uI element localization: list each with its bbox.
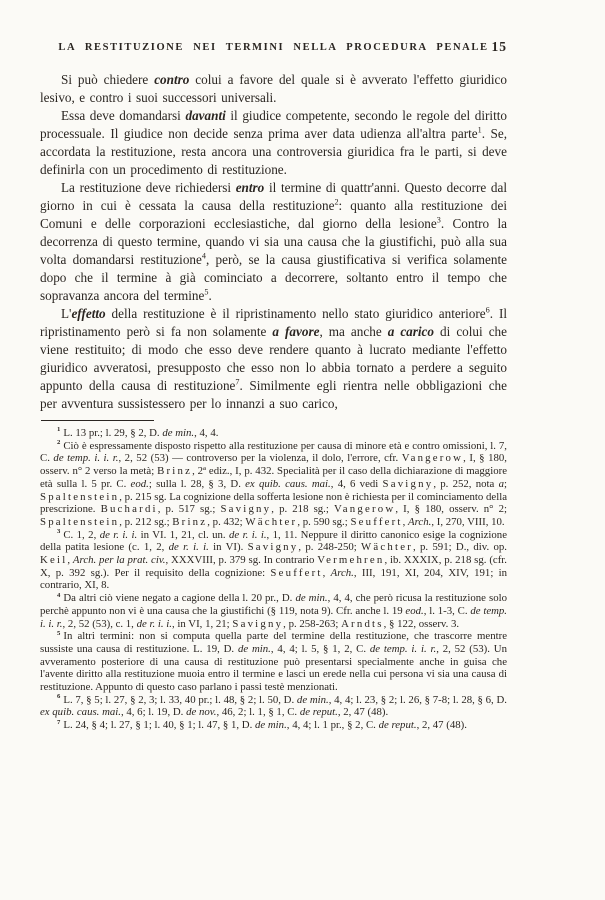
footnote-marker: 1: [57, 426, 61, 434]
footnote-text: L. 24, § 4; l. 27, § 1; l. 40, § 1; l. 47, § 1, D. de min., 4, 4; l. 1 pr., § 2, C. de reput., 2, 47 (48).: [63, 719, 467, 732]
footnote-3: [40, 529, 507, 593]
page-content: [40, 39, 508, 732]
paragraph-2: Essa deve domandarsi davanti il giudice competente, secondo le regole del diritto processuale. Il giudice non decide senza prima aver data udienza all'altra parte$^1$. Se, accordata la restituzione, resta ancora una controversia giuridica fra le parti, si deve definirla con un procedimento di restituzione.: [40, 108, 508, 177]
paragraph-1: Si può chiedere contro colui a favore del quale si è avverato l'effetto giuridico lesivo, e contro i suoi successori universali.: [40, 72, 507, 105]
footnote-4: [40, 592, 507, 630]
body-text: [40, 71, 507, 413]
footnote-text: L. 7, § 5; l. 27, § 2, 3; l. 33, 40 pr.; l. 48, § 2; l. 50, D. de min., 4, 4; l. 23, § 2; l. 26, § 7-8; l. 28, § 6, D. ex quib. caus. mai., 4, 6; l. 19, D. de nov., 46, 2; l. 1, § 1, C. de reput., 2, 47 (48).: [40, 693, 507, 719]
footnote-1: [40, 427, 507, 440]
footnote-6: [40, 694, 507, 719]
footnote-marker: 2: [57, 439, 61, 447]
footnote-7: [40, 719, 507, 732]
footnote-marker: 4: [57, 591, 61, 599]
paragraph-4: L'effetto della restituzione è il ripristinamento nello stato giuridico anteriore$^6$. Il ripristinamento però si fa non solamente a favore, ma anche a carico di colui che viene restituito; di modo che esso deve rendere quanto à lucrato mediante l'effetto giuridico avveratosi, presupposto che esso non lo abbia tornato a perdere a seguito appunto della causa di restituzione$^7$. Similmente egli rientra nelle obbligazioni che per avventura sussistessero per lo innanzi a suo carico,: [40, 305, 508, 411]
footnote-marker: 6: [57, 693, 61, 701]
footnote-text: In altri termini: non si computa quella parte del termine della restituzione, che trascorre mentre sussiste una causa di restituzione. L. 19, D. de min., 4, 4; l. 5, § 1, 2, C. de temp. i. i. r., 2, 52 (53). Un avveramento posteriore di una causa di restituzione può presentarsi specialmente anche in guisa che l'avente diritto alla restituzione muoia entro il termine e lasci un erede nella cui persona vi sia una causa di restituzione. Appunto di questo caso parlano i passi testè menzionati.: [40, 630, 507, 694]
footnote-marker: 5: [57, 629, 61, 637]
footnote-2: [40, 440, 507, 529]
footnote-marker: 3: [57, 528, 61, 536]
running-title: LA RESTITUZIONE NEI TERMINI NELLA PROCEDURA PENALE: [58, 42, 489, 53]
footnote-text: Ciò è espressamente disposto rispetto alla restituzione per causa di minore età e contro omissioni, l. 7, C. de temp. i. i. r., 2, 52 (53) — controverso per la violenza, il dolo, l'errore, cfr. Vangerow, I, § 180, osserv. n° 2 verso la metà; Brinz, 2ª ediz., I, p. 432. Specialità per il caso della dichiarazione di maggiore età sulla l. 5 pr. C. eod.; sulla l. 28, § 3, D. ex quib. caus. mai., 4, 6 vedi Savigny, p. 252, nota a; Spaltenstein, p. 215 sg. La cognizione della sofferta lesione non è richiesta per il cominciamento della prescrizione. Buchardi, p. 517 sg.; Savigny, p. 218 sg.; Vangerow, I, § 180, osserv. n° 2; Spaltenstein, p. 212 sg.; Brinz, p. 432; Wächter, p. 590 sg.; Seuffert, Arch., I, 270, VIII, 10.: [40, 439, 507, 528]
footnote-text: C. 1, 2, de r. i. i. in VI. 1, 21, cl. un. de r. i. i., 1, 11. Neppure il diritto canonico esige la cognizione della patita lesione (c. 1, 2, de r. i. i. in VI). Savigny, p. 248-250; Wächter, p. 591; D., div. op. Keil, Arch. per la prat. civ., XXXVIII, p. 379 sg. In contrario Vermehren, ib. XXXIX, p. 218 sg. (cfr. X, p. 392 sg.). Per il requisito della cognizione: Seuffert, Arch., III, 191, XI, 204, XIV, 191; in contrario, XI, 8.: [40, 528, 507, 592]
footnote-separator: [41, 420, 154, 421]
footnotes: [40, 427, 507, 732]
footnote-5: [40, 630, 507, 694]
page-number: 15: [491, 39, 507, 54]
footnote-text: L. 13 pr.; l. 29, § 2, D. de min., 4, 4.: [63, 427, 219, 439]
paragraph-3: La restituzione deve richiedersi entro il termine di quattr'anni. Questo decorre dal giorno in cui è cessata la causa della restituzione$^2$: quanto alla restituzione dei Comuni e delle corporazioni ecclesiastiche, dal giorno della lesione$^3$. Contro la decorrenza di questo termine, quando vi sia una causa che la giustifichi, può alla sua volta domandarsi restituzione$^4$, però, se la causa giustificativa si verifica solamente dopo che il termine à già cominciato a decorrere, soltanto entro il tempo che sopravanza ancora del termine$^5$.: [40, 180, 507, 303]
running-header: [40, 39, 507, 60]
footnote-marker: 7: [57, 718, 61, 726]
footnote-text: Da altri ciò viene negato a cagione della l. 20 pr., D. de min., 4, 4, che però ricusa la restituzione solo perchè appunto non vi è una causa che la giustifichi (§ 119, nota 9). Cfr. anche l. 19 eod., l. 1-3, C. de temp. i. i. r., 2, 52 (53), c. 1, de r. i. i., in VI, 1, 21; Savigny, p. 258-263; Arndts, § 122, osserv. 3.: [40, 592, 508, 630]
